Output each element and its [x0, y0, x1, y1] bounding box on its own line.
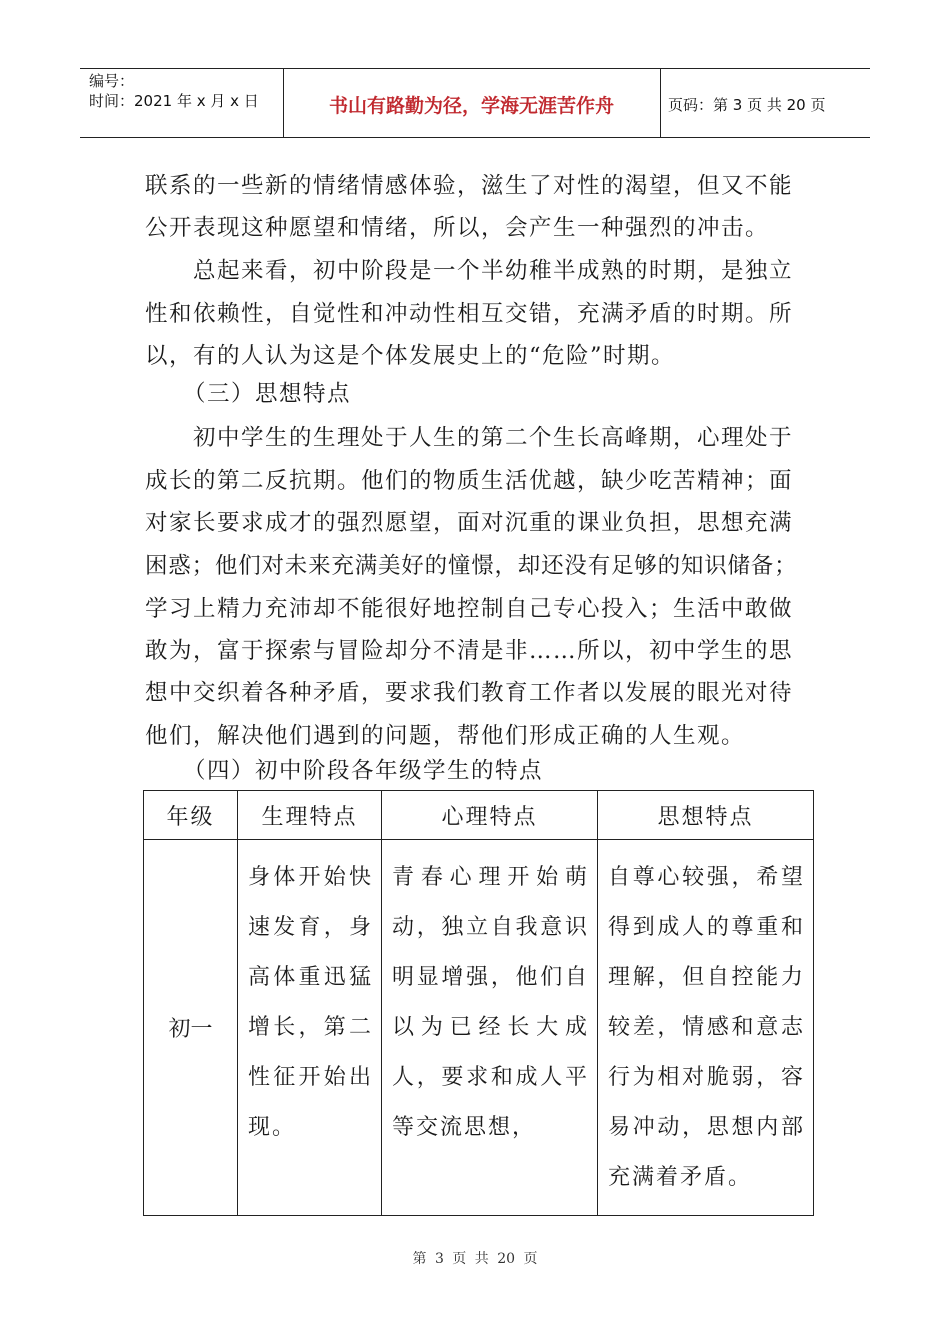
table-row: [144, 840, 814, 1216]
physical-cell: 身体开始快速发育，身高体重迅猛增长，第二性征开始出现。: [238, 840, 382, 1216]
body-line: 成长的第二反抗期。他们的物质生活优越，缺少吃苦精神；面: [145, 468, 794, 494]
header-motto: 书山有路勤为径，学海无涯苦作舟: [328, 95, 614, 117]
body-line: 他们，解决他们遇到的问题，帮他们形成正确的人生观。: [145, 723, 746, 749]
table-header-cell: 生理特点: [238, 791, 382, 840]
header-page-info: 页码：第 3 页 共 20 页: [668, 96, 826, 114]
body-line: 以，有的人认为这是个体发展史上的“危险”时期。: [145, 343, 676, 369]
date-label: 时间：2021 年 x 月 x 日: [89, 92, 259, 110]
table-header-cell: 年级: [144, 791, 238, 840]
body-line: 学习上精力充沛却不能很好地控制自己专心投入；生活中敢做: [145, 596, 794, 622]
page-header: [80, 68, 870, 138]
psychological-cell: 青春心理开始萌动，独立自我意识明显增强，他们自以为已经长大成人，要求和成人平等交流思想，: [382, 840, 598, 1216]
page-footer: 第 3 页 共 20 页: [412, 1251, 538, 1267]
body-line: 公开表现这种愿望和情绪，所以，会产生一种强烈的冲击。: [145, 215, 770, 241]
serial-label: 编号：: [89, 72, 135, 90]
body-line: 总起来看，初中阶段是一个半幼稚半成熟的时期，是独立: [193, 258, 794, 284]
section-heading: （三）思想特点: [183, 381, 352, 407]
grade-cell: 初一: [144, 840, 238, 1216]
table-header-row: [144, 791, 814, 840]
section-heading: （四）初中阶段各年级学生的特点: [183, 758, 544, 784]
header-divider: [660, 69, 661, 137]
table-header-cell: 心理特点: [382, 791, 598, 840]
body-line: 想中交织着各种矛盾，要求我们教育工作者以发展的眼光对待: [145, 680, 794, 706]
body-line: 对家长要求成才的强烈愿望，面对沉重的课业负担，思想充满: [145, 510, 794, 536]
body-line: 困惑；他们对未来充满美好的憧憬，却还没有足够的知识储备；: [145, 553, 798, 579]
body-line: 性和依赖性，自觉性和冲动性相互交错，充满矛盾的时期。所: [145, 301, 794, 327]
grade-characteristics-table: [143, 790, 814, 1216]
body-line: 联系的一些新的情绪情感体验，滋生了对性的渴望，但又不能: [145, 173, 794, 199]
body-line: 敢为，富于探索与冒险却分不清是非……所以，初中学生的思: [145, 638, 794, 664]
body-line: 初中学生的生理处于人生的第二个生长高峰期，心理处于: [193, 425, 794, 451]
table-header-cell: 思想特点: [598, 791, 814, 840]
ideological-cell: 自尊心较强，希望得到成人的尊重和理解，但自控能力较差，情感和意志行为相对脆弱，容易冲动，思想内部充满着矛盾。: [598, 840, 814, 1216]
